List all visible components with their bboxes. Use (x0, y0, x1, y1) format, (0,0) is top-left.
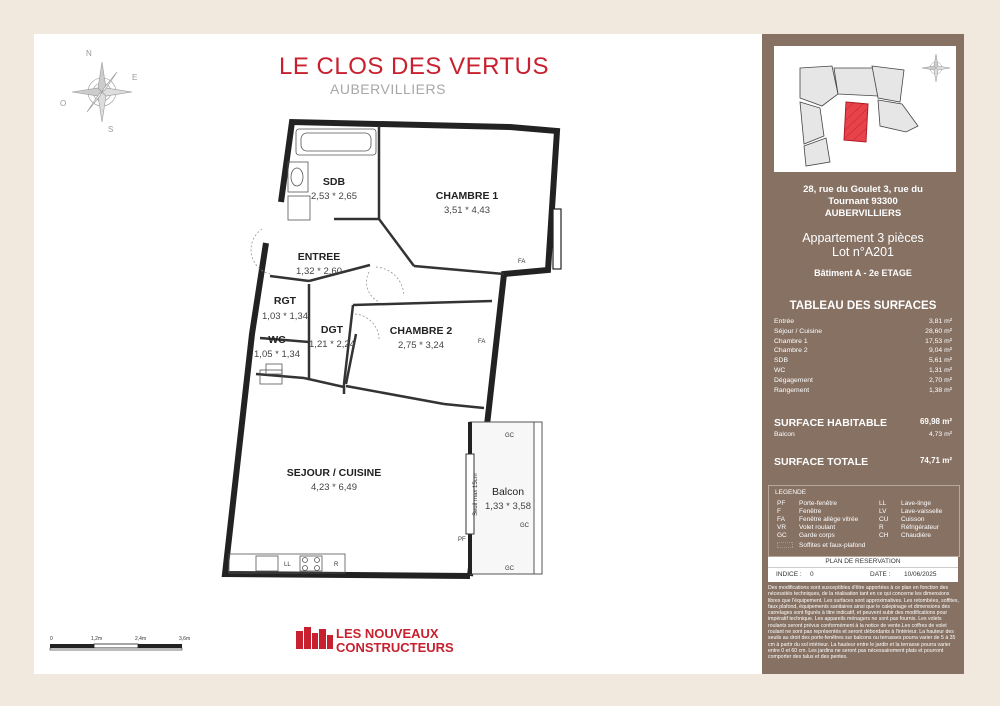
legend-text: Réfrigérateur (901, 524, 939, 531)
legend-item (777, 532, 835, 539)
legend (768, 485, 960, 557)
plan-sheet (34, 34, 964, 674)
room-sdb-name: SDB (322, 176, 346, 188)
date-label: DATE : (870, 571, 891, 578)
label-fa-2: FA (478, 339, 486, 345)
surface-row (774, 346, 952, 356)
address-block (762, 184, 964, 220)
surface-totale-row (774, 456, 952, 468)
surface-row (774, 386, 952, 396)
room-sejour-dims: 4,23 * 6,49 (311, 482, 357, 493)
surface-value: 2,70 m² (928, 376, 952, 384)
room-sejour-name: SEJOUR / CUISINE (286, 467, 382, 479)
soffites-hatch-icon (777, 542, 799, 550)
legend-text: Chaudière (901, 532, 931, 539)
balcon-label: Balcon (774, 431, 795, 438)
door-swings (251, 229, 404, 339)
surface-row (774, 356, 952, 366)
legend-text: Lave-vaisselle (901, 508, 943, 515)
legend-item (777, 524, 835, 531)
balcon-value: 4,73 m² (928, 431, 952, 438)
legend-item (879, 532, 931, 539)
room-wc-name: WC (268, 334, 286, 346)
compass-rose-icon (72, 62, 132, 122)
legend-item (777, 500, 837, 507)
address-line1: 28, rue du Goulet 3, rue du (803, 184, 923, 195)
surfaces-table (774, 317, 952, 395)
scale-tick-3: 3,6m (179, 636, 191, 642)
key-plan-compass-icon (922, 54, 950, 82)
brand-line2: CONSTRUCTEURS (336, 640, 454, 655)
legend-item (879, 516, 924, 523)
legend-item (777, 516, 858, 523)
room-chambre2-dims: 2,75 * 3,24 (398, 340, 444, 351)
info-panel (762, 34, 964, 674)
legend-code: F (777, 508, 781, 515)
legend-item (777, 508, 821, 515)
legend-text: Fenêtre allège vitrée (799, 516, 859, 523)
compass-n: N (86, 49, 92, 58)
legend-text: Lave-linge (901, 500, 931, 507)
legend-text: Garde corps (799, 532, 835, 539)
legend-text: Fenêtre (799, 508, 822, 515)
key-plan (774, 46, 956, 172)
label-gc-2: GC (520, 523, 529, 529)
surface-totale-label: SURFACE TOTALE (774, 456, 869, 468)
legend-code: CU (879, 516, 889, 523)
brand-logo-icon (296, 627, 333, 649)
scale-tick-2: 2,4m (135, 636, 147, 642)
label-fa-1: FA (518, 259, 526, 265)
compass-s: S (108, 125, 114, 134)
surface-row (774, 327, 952, 337)
address-line3: AUBERVILLIERS (824, 208, 902, 219)
room-dgt-dims: 1,21 * 2,24 (309, 339, 355, 350)
room-wc-dims: 1,05 * 1,34 (254, 349, 300, 360)
surface-value: 5,61 m² (928, 357, 952, 365)
legend-text: Volet roulant (799, 524, 836, 531)
room-chambre1-dims: 3,51 * 4,43 (444, 205, 490, 216)
surface-value: 1,38 m² (928, 386, 952, 394)
room-balcon-dims: 1,33 * 3,58 (485, 501, 531, 512)
project-city: AUBERVILLIERS (330, 81, 446, 97)
legend-item (879, 500, 931, 507)
legend-text: Soffites et faux-plafond (799, 542, 866, 549)
apartment-lot: Lot n°A201 (832, 245, 894, 259)
surface-label: WC (774, 366, 786, 374)
apartment-block (762, 231, 964, 259)
apartment-building: Bâtiment A - 2e ETAGE (814, 268, 912, 278)
balcony (470, 422, 542, 574)
surface-row (774, 337, 952, 347)
window-right (553, 209, 561, 269)
label-ll: LL (284, 562, 291, 568)
bathtub (296, 129, 376, 155)
surface-label: Entrée (774, 318, 795, 325)
address-line2: Tournant 93300 (828, 196, 898, 207)
interior-walls (256, 126, 504, 408)
disclaimer-notes: Des modifications sont susceptibles d'être apportées à ce plan en fonction des nécessités techniques, de la réalisation tant en ce qui concerne les dimensions libres que l'équipement. Les surfaces sont approximatives. Les retombées, soffites, faux plafond, équipements sanitaires ainsi que le calepinage et dimensions des carrelages sont figurés à titre indicatif, et peuvent subir des modifications pour impératif technique. Les appareils ménagers ne sont pas fournis. Les volets roulants seront prévus conformément à la notice de vente.Les coffres de volet roulant ne sont pas représentés et seront débordants à l'intérieur. La hauteur des seuils au droit des porte-fenêtres sur balcons ou terrasses pourra varier de 5 à 35 cm à partir du sol intérieur. La hauteur entre le jardin et la terrasse pourra varier entre 0 et 60 cm. Les jardins ne seront pas nécessairement plats et pourront comporter des talus et des pentes. (768, 585, 959, 661)
scale-bar (50, 644, 182, 650)
room-balcon-name: Balcon (491, 486, 525, 498)
surface-value: 1,31 m² (928, 366, 952, 374)
legend-code: VR (777, 524, 787, 531)
surface-label: Chambre 2 (774, 347, 808, 355)
floor-plan-drawing (34, 34, 758, 674)
legend-code: PF (777, 500, 786, 507)
surface-value: 9,04 m² (928, 347, 952, 355)
floor-plan-area (34, 34, 758, 674)
sink (288, 162, 310, 220)
label-gc-3: GC (505, 566, 514, 572)
balcon-row (774, 431, 952, 438)
room-dgt-name: DGT (320, 324, 344, 336)
scale-tick-0: 0 (50, 636, 53, 642)
legend-code: LL (879, 500, 887, 507)
indice-value: 0 (810, 571, 814, 578)
legend-code: CH (879, 532, 889, 539)
legend-item (879, 508, 942, 515)
surfaces-title: TABLEAU DES SURFACES (789, 300, 937, 312)
reservation-row (768, 568, 958, 582)
room-chambre2-name: CHAMBRE 2 (389, 325, 453, 337)
scale-tick-1: 1,2m (91, 636, 103, 642)
surface-habitable-value: 69,98 m² (919, 417, 952, 426)
project-title: LE CLOS DES VERTUS (279, 53, 549, 80)
room-rgt-name: RGT (273, 295, 297, 307)
surface-habitable-label: SURFACE HABITABLE (774, 417, 887, 429)
legend-title: LEGENDE (775, 489, 807, 496)
surface-habitable-row (774, 417, 952, 429)
indice-label: INDICE : (776, 571, 802, 578)
label-gc-1: GC (505, 433, 514, 439)
legend-code: R (879, 524, 884, 531)
surface-label: Dégagement (774, 376, 813, 384)
brand-line1: LES NOUVEAUX (336, 626, 439, 641)
legend-text: Cuisson (901, 516, 925, 523)
compass-o: O (60, 99, 67, 108)
reservation-title: PLAN DE RESERVATION (768, 557, 958, 568)
date-value: 10/06/2025 (904, 571, 937, 578)
surface-value: 28,60 m² (925, 327, 952, 335)
key-plan-drawing (774, 46, 956, 172)
surface-label: SDB (774, 357, 788, 365)
apartment-type: Appartement 3 pièces (802, 231, 924, 245)
label-pf: PF (458, 537, 466, 543)
surface-value: 3,81 m² (928, 318, 952, 325)
surface-label: Chambre 1 (774, 337, 808, 345)
room-entree-name: ENTREE (297, 251, 341, 263)
legend-text: Porte-fenêtre (799, 500, 837, 507)
surface-label: Rangement (774, 386, 810, 394)
legend-item (777, 542, 865, 550)
room-entree-dims: 1,32 * 2,60 (296, 266, 342, 277)
room-rgt-dims: 1,03 * 1,34 (262, 311, 308, 322)
surface-totale-value: 74,71 m² (919, 456, 952, 465)
legend-code: LV (879, 508, 887, 515)
surface-value: 17,53 m² (925, 337, 952, 345)
legend-item (879, 524, 939, 531)
surface-label: Séjour / Cuisine (774, 327, 822, 335)
compass-e: E (132, 73, 138, 82)
legend-code: GC (777, 532, 787, 539)
surface-row (774, 317, 952, 327)
label-r: R (334, 562, 339, 568)
room-sdb-dims: 2,53 * 2,65 (311, 191, 357, 202)
label-seuil: Seuil max 15cm (473, 473, 479, 516)
surface-row (774, 376, 952, 386)
legend-code: FA (777, 516, 785, 523)
reservation-box (768, 557, 958, 582)
room-chambre1-name: CHAMBRE 1 (435, 190, 499, 202)
surface-row (774, 366, 952, 376)
